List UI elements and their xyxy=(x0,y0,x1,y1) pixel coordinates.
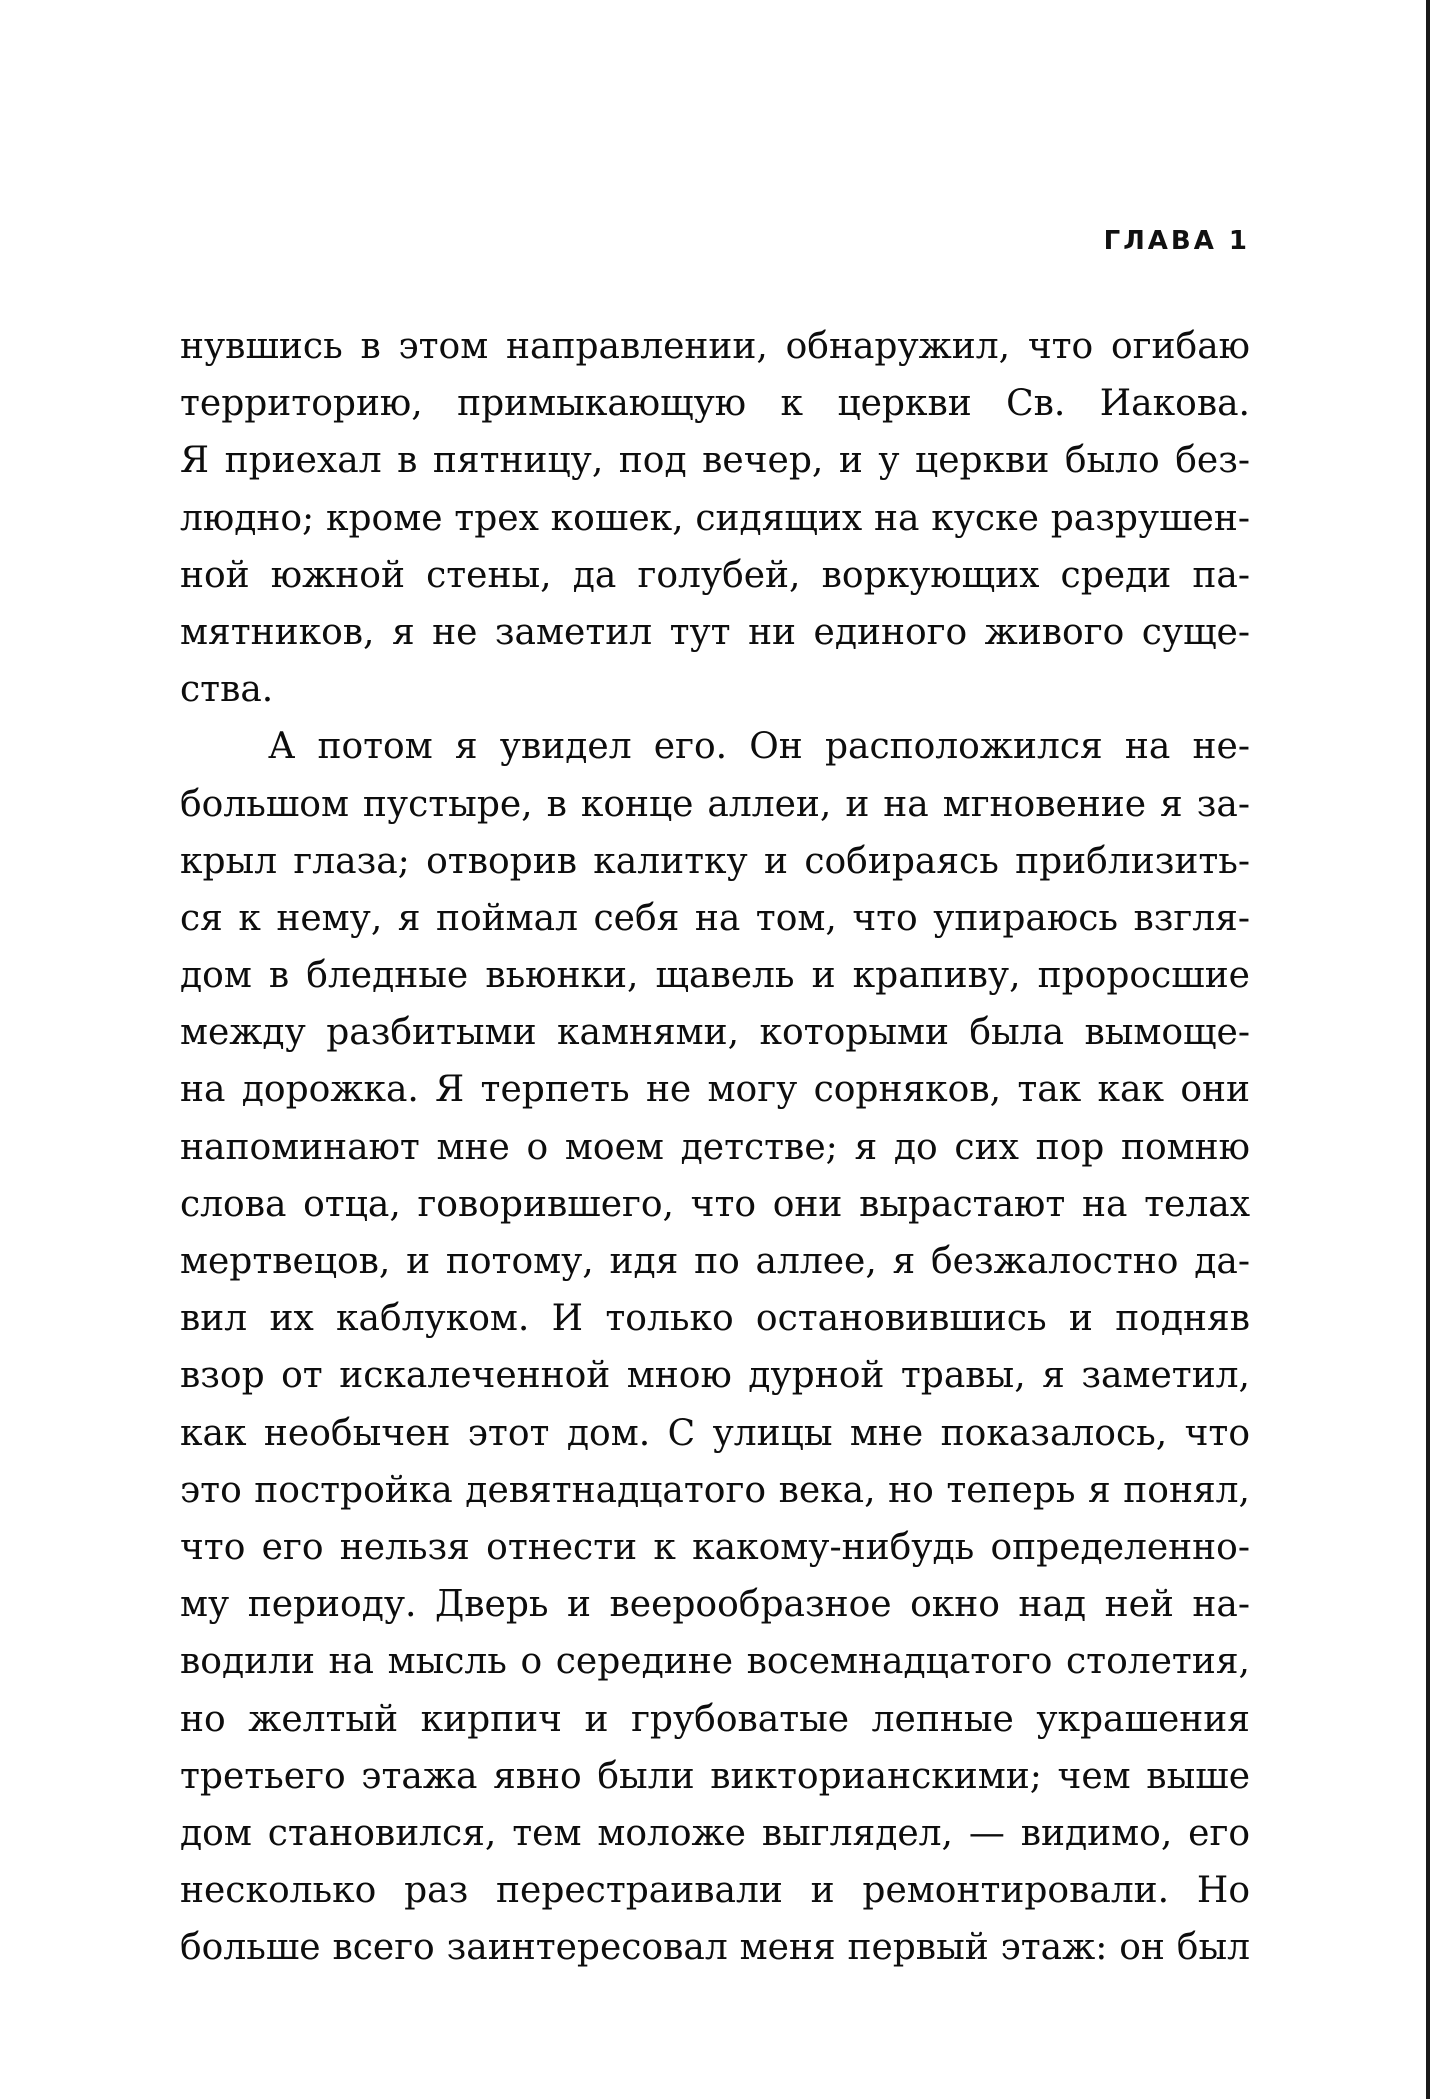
text-line: на дорожка. Я терпеть не могу сорняков, так как они xyxy=(180,1069,1250,1111)
text-line: А потом я увидел его. Он расположился на не- xyxy=(268,726,1250,768)
text-line: между разбитыми камнями, которыми была вымоще- xyxy=(180,1012,1250,1054)
text-line: больше всего заинтересовал меня первый этаж: он был xyxy=(180,1927,1250,1969)
text-line: ной южной стены, да голубей, воркующих среди па- xyxy=(180,554,1250,596)
text-line: слова отца, говорившего, что они вырастают на телах xyxy=(180,1183,1250,1225)
text-line: крыл глаза; отворив калитку и собираясь приблизить- xyxy=(180,840,1250,882)
text-line: мятников, я не заметил тут ни единого живого суще- xyxy=(180,611,1250,653)
text-line: что его нельзя отнести к какому-нибудь определенно- xyxy=(180,1526,1250,1568)
text-line: но желтый кирпич и грубоватые лепные украшения xyxy=(180,1698,1250,1740)
text-line: Я приехал в пятницу, под вечер, и у церкви было без- xyxy=(180,440,1250,482)
text-line: ства. xyxy=(180,669,274,711)
text-line: ся к нему, я поймал себя на том, что упираюсь взгля- xyxy=(180,897,1250,939)
text-line: вил их каблуком. И только остановившись и подняв xyxy=(180,1298,1250,1340)
text-line: дом становился, тем моложе выглядел, — видимо, его xyxy=(180,1812,1250,1854)
text-line: третьего этажа явно были викторианскими; чем выше xyxy=(180,1755,1250,1797)
text-line: водили на мысль о середине восемнадцатого столетия, xyxy=(180,1641,1250,1683)
paragraph-2 xyxy=(180,718,1250,1976)
text-line: напоминают мне о моем детстве; я до сих пор помню xyxy=(180,1126,1250,1168)
text-line: большом пустыре, в конце аллеи, и на мгновение я за- xyxy=(180,783,1250,825)
page-edge-divider xyxy=(1426,0,1430,2099)
text-line: территорию, примыкающую к церкви Св. Иакова. xyxy=(180,383,1250,425)
text-line: мертвецов, и потому, идя по аллее, я безжалостно да- xyxy=(180,1241,1250,1282)
text-line: людно; кроме трех кошек, сидящих на куске разрушен- xyxy=(180,497,1250,539)
text-line: му периоду. Дверь и веерообразное окно над ней на- xyxy=(180,1584,1250,1626)
body-text xyxy=(180,318,1250,1976)
text-line: дом в бледные вьюнки, щавель и крапиву, проросшие xyxy=(180,955,1250,997)
running-header: ГЛАВА 1 xyxy=(1103,226,1250,256)
paragraph-1 xyxy=(180,318,1250,718)
text-line: нувшись в этом направлении, обнаружил, что огибаю xyxy=(180,326,1250,367)
text-line: несколько раз перестраивали и ремонтировали. Но xyxy=(180,1870,1250,1912)
text-line: взор от искалеченной мною дурной травы, я заметил, xyxy=(180,1355,1250,1397)
text-line: как необычен этот дом. С улицы мне показалось, что xyxy=(180,1412,1250,1454)
text-line: это постройка девятнадцатого века, но теперь я понял, xyxy=(180,1469,1250,1511)
